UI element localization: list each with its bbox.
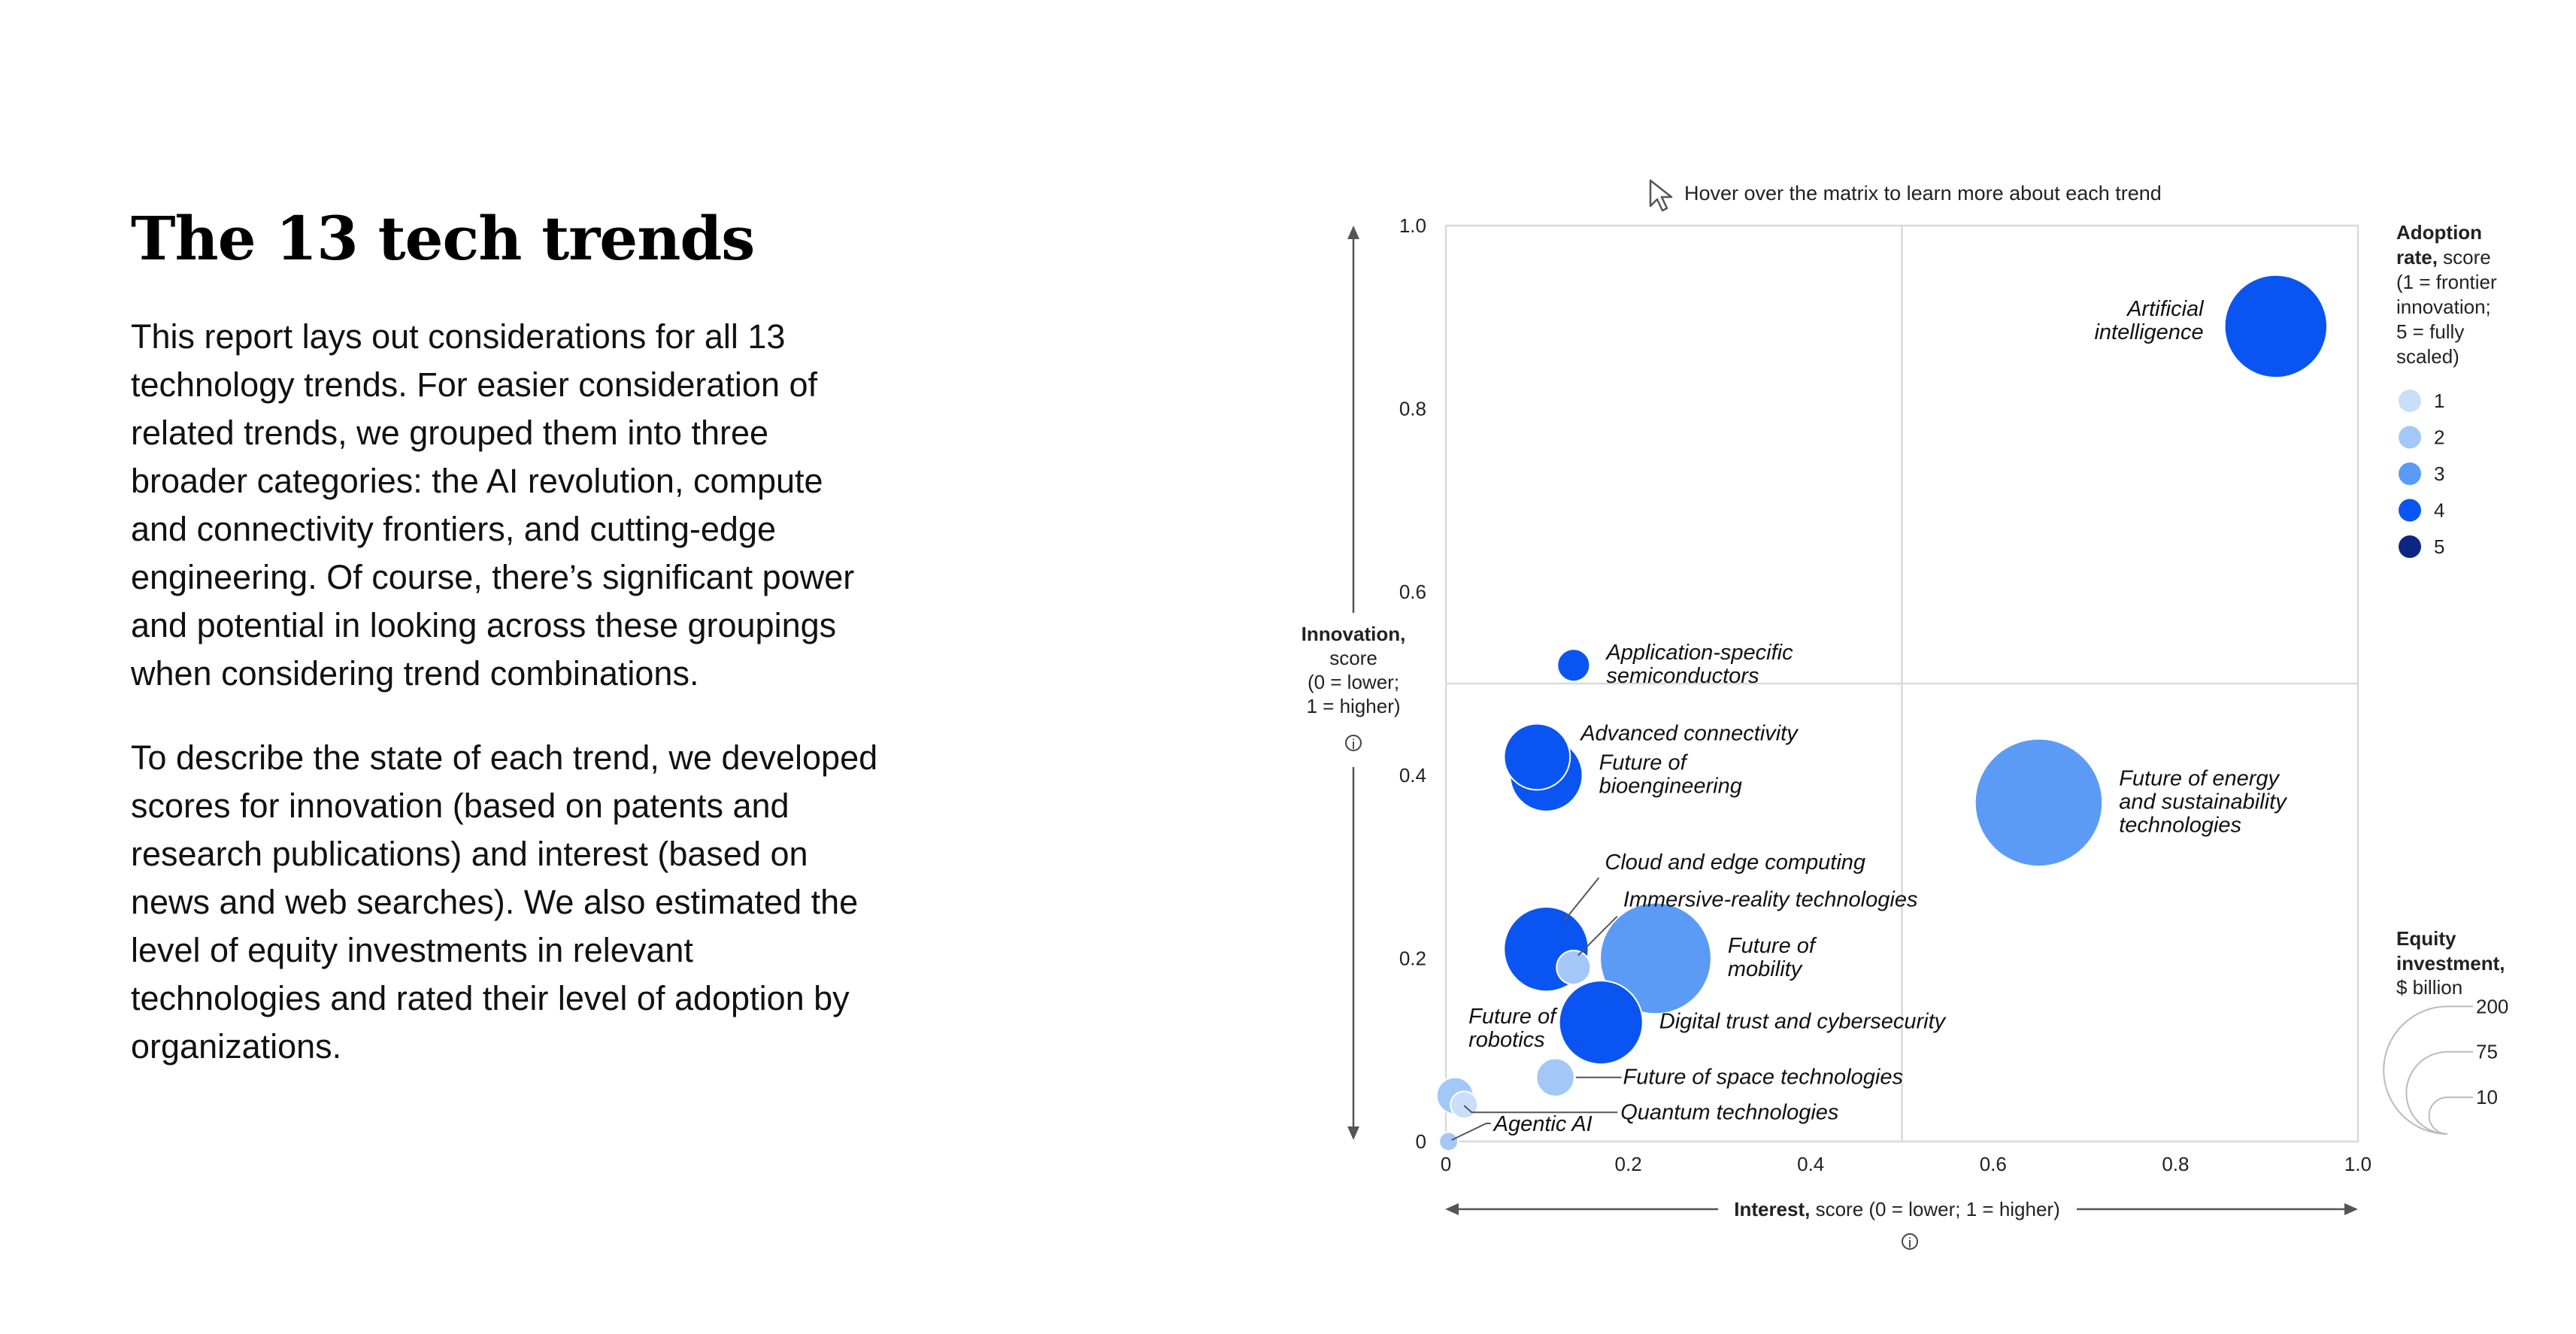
- label-artificial-intelligence: Artificial: [2127, 296, 2204, 321]
- label-future-of-bioengineering: Future of: [1599, 750, 1687, 775]
- investment-legend-title: investment,: [2396, 952, 2505, 975]
- cursor-icon: [1650, 180, 1671, 211]
- hover-hint: Hover over the matrix to learn more about each trend: [1684, 182, 2162, 205]
- label-future-of-robotics: Future of: [1468, 1005, 1556, 1029]
- y-axis-label-line: (0 = lower;: [1307, 671, 1400, 693]
- page-title: The 13 tech trends: [131, 203, 755, 274]
- x-tick-label: 0.8: [2162, 1153, 2190, 1175]
- x-tick-label: 0.2: [1614, 1153, 1642, 1175]
- label-future-of-energy-and-sustainability-technologies: and sustainability: [2119, 790, 2287, 814]
- adoption-legend-level: 1: [2434, 390, 2445, 412]
- bubble-immersive-reality-technologies[interactable]: [1556, 950, 1590, 984]
- label-cloud-and-edge-computing: Cloud and edge computing: [1605, 850, 1866, 875]
- bubble-artificial-intelligence[interactable]: [2225, 275, 2327, 377]
- bubble-digital-trust-and-cybersecurity[interactable]: [1559, 981, 1643, 1064]
- info-icon-glyph: i: [1908, 1235, 1911, 1251]
- x-tick-label: 0.4: [1797, 1153, 1825, 1175]
- x-axis-label: Interest, score (0 = lower; 1 = higher): [1734, 1198, 2060, 1220]
- adoption-legend-title: Adoption: [2396, 221, 2483, 244]
- adoption-legend-subtitle: 5 = fully: [2396, 320, 2465, 343]
- label-future-of-energy-and-sustainability-technologies: Future of energy: [2119, 766, 2280, 791]
- label-immersive-reality-technologies: Immersive-reality technologies: [1623, 887, 1918, 912]
- label-future-of-space-technologies: Future of space technologies: [1623, 1065, 1903, 1090]
- y-axis-arrowhead-up: [1347, 226, 1359, 239]
- label-advanced-connectivity: Advanced connectivity: [1580, 721, 1798, 746]
- label-future-of-energy-and-sustainability-technologies: technologies: [2119, 813, 2242, 838]
- x-tick-label: 0.6: [1979, 1153, 2007, 1175]
- bubble-quantum-technologies[interactable]: [1450, 1091, 1477, 1118]
- x-tick-label: 0: [1440, 1153, 1452, 1175]
- investment-legend-circle-200: [2384, 1006, 2447, 1134]
- investment-legend-circle-10: [2429, 1097, 2447, 1134]
- y-tick-label: 0.8: [1399, 397, 1426, 420]
- y-axis-label: Innovation,: [1301, 623, 1406, 645]
- y-tick-label: 0: [1415, 1130, 1426, 1153]
- investment-legend-circle-75: [2406, 1052, 2447, 1134]
- y-axis-label-line: score: [1329, 647, 1377, 669]
- x-axis-arrowhead-right: [2344, 1203, 2358, 1215]
- adoption-legend-swatch-2: [2399, 426, 2421, 449]
- adoption-legend-swatch-4: [2399, 499, 2421, 522]
- y-tick-label: 0.2: [1399, 947, 1426, 970]
- label-future-of-mobility: mobility: [1727, 957, 1802, 981]
- investment-legend-unit: $ billion: [2396, 976, 2463, 999]
- label-quantum-technologies-leader: [1464, 1105, 1617, 1112]
- adoption-legend-swatch-3: [2399, 462, 2421, 485]
- adoption-legend-subtitle: (1 = frontier: [2396, 271, 2497, 293]
- adoption-legend-subtitle: scaled): [2396, 345, 2459, 368]
- label-future-of-bioengineering: bioengineering: [1599, 774, 1742, 799]
- label-cloud-and-edge-computing-leader: [1564, 878, 1599, 920]
- adoption-legend-level: 4: [2434, 499, 2445, 522]
- label-future-of-robotics: robotics: [1468, 1028, 1545, 1053]
- y-axis-label-line: 1 = higher): [1306, 695, 1401, 717]
- label-quantum-technologies: Quantum technologies: [1620, 1100, 1839, 1125]
- label-artificial-intelligence: intelligence: [2094, 320, 2204, 344]
- label-agentic-ai: Agentic AI: [1493, 1112, 1593, 1136]
- bubble-application-specific-semiconductors[interactable]: [1557, 649, 1590, 681]
- label-agentic-ai-leader: [1452, 1123, 1491, 1140]
- investment-legend-label-200: 200: [2476, 995, 2509, 1018]
- bubble-future-of-energy-and-sustainability-technologies[interactable]: [1975, 739, 2103, 867]
- label-application-specific-semiconductors: Application-specific: [1606, 641, 1793, 665]
- y-tick-label: 1.0: [1399, 214, 1426, 237]
- y-axis-arrowhead-down: [1347, 1126, 1359, 1140]
- adoption-legend-swatch-1: [2399, 390, 2421, 412]
- label-digital-trust-and-cybersecurity: Digital trust and cybersecurity: [1659, 1009, 1946, 1034]
- info-icon-glyph: i: [1352, 737, 1355, 752]
- intro-paragraph-1: This report lays out considerations for all 13 technology trends. For easier consideration of related trends, we grouped them into three broader categories: the AI revolution, compute and connectivity frontiers, and cutting-edge engineering. Of course, there’s significant power and potential in looking across these groupings when considering trend combinations.: [131, 317, 855, 693]
- bubble-agentic-ai[interactable]: [1439, 1132, 1458, 1151]
- x-axis-arrowhead-left: [1445, 1203, 1459, 1215]
- adoption-legend-subtitle: innovation;: [2396, 296, 2491, 318]
- y-tick-label: 0.4: [1399, 763, 1426, 787]
- y-tick-label: 0.6: [1399, 581, 1426, 604]
- adoption-legend-level: 2: [2434, 426, 2445, 449]
- adoption-legend-level: 5: [2434, 535, 2445, 558]
- investment-legend-title: Equity: [2396, 927, 2456, 950]
- x-tick-label: 1.0: [2344, 1153, 2372, 1175]
- intro-paragraph-2: To describe the state of each trend, we developed scores for innovation (based on patents and research publications) and interest (based on news and web searches). We also estimated the level of equity investments in relevant technologies and rated their level of adoption by organizations.: [131, 738, 878, 1066]
- adoption-legend-level: 3: [2434, 462, 2445, 485]
- investment-legend-label-10: 10: [2476, 1086, 2498, 1109]
- adoption-legend-title: rate, score: [2396, 246, 2491, 268]
- bubble-advanced-connectivity[interactable]: [1504, 724, 1570, 790]
- label-future-of-mobility: Future of: [1727, 933, 1815, 958]
- adoption-legend-swatch-5: [2399, 535, 2421, 558]
- investment-legend-label-75: 75: [2476, 1040, 2498, 1063]
- label-application-specific-semiconductors: semiconductors: [1606, 664, 1759, 689]
- bubble-future-of-space-technologies[interactable]: [1536, 1058, 1574, 1096]
